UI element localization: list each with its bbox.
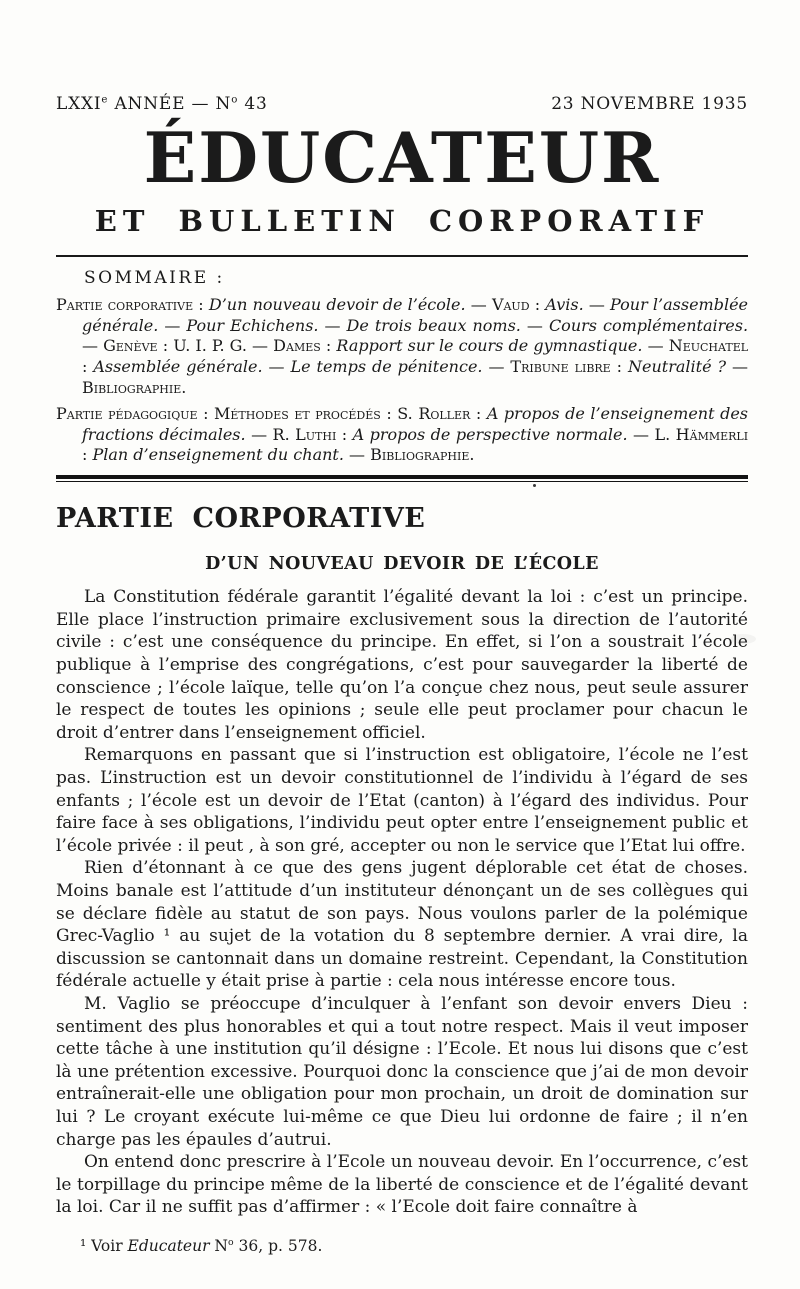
- plain-text: —: [642, 336, 669, 356]
- article: [56, 503, 748, 1255]
- plain-text: —: [726, 357, 749, 377]
- plain-text: ANNÉE — N: [108, 94, 232, 114]
- smallcaps-text: S. Roller: [397, 403, 471, 423]
- smallcaps-text: Partie pédagogique: [56, 403, 198, 423]
- plain-text: :: [470, 403, 487, 423]
- superscript-text: o: [227, 1236, 234, 1248]
- plain-text: 36, p. 578.: [233, 1236, 323, 1255]
- toc-heading: SOMMAIRE :: [84, 267, 225, 288]
- plain-text: LXXI: [56, 94, 102, 114]
- smallcaps-text: L. Hämmerli: [654, 424, 749, 444]
- plain-text: —: [583, 294, 611, 314]
- italic-text: Plan d’enseignement du chant.: [92, 445, 344, 465]
- scan-smudge: [730, 634, 756, 644]
- article-paragraph: On entend donc prescrire à l’Ecole un nouveau devoir. En l’occurrence, c’est le torpillage du principe même de la liberté de conscience et de l’égalité devant la loi. Car il ne suffit pas d’affirmer : « l’Ecole doit faire connaître à: [56, 1152, 748, 1218]
- italic-text: Cours complémentaires.: [548, 315, 749, 335]
- article-paragraph: La Constitution fédérale garantit l’égalité devant la loi : c’est un principe. Elle place l’instruction primaire exclusivement sous la direction de l’autorité civile : c’est une conséquence du principe. En effet, si l’on a soustrait l’école publique à l’emprise des congrégations, c’est pour sauvegarder la liberté de conscience ; l’école laïque, telle qu’on l’a conçue chez nous, peut seule assurer le respect de toutes les opinions ; seule elle peut proclamer pour chacun le droit d’entrer dans l’enseignement officiel.: [56, 587, 748, 743]
- issue-date: 23 NOVEMBRE 1935: [551, 94, 748, 114]
- footnote: [56, 1237, 748, 1255]
- horizontal-rule: [56, 255, 748, 257]
- smallcaps-text: Vaud: [491, 294, 530, 314]
- smallcaps-text: Bibliographie.: [82, 378, 187, 398]
- plain-text: :: [336, 424, 353, 444]
- plain-text: —: [465, 294, 492, 314]
- article-title: D’UN NOUVEAU DEVOIR DE L’ÉCOLE: [205, 554, 599, 575]
- plain-text: ¹ Voir: [80, 1236, 128, 1255]
- publication-title: ÉDUCATEUR: [143, 118, 661, 199]
- smallcaps-text: Genève: [103, 336, 158, 356]
- plain-text: —: [482, 357, 511, 377]
- italic-text: Educateur: [127, 1236, 210, 1255]
- plain-text: 43: [238, 94, 268, 114]
- plain-text: —: [343, 445, 371, 465]
- plain-text: —: [318, 315, 347, 335]
- article-paragraph: Rien d’étonnant à ce que des gens jugent déplorable cet état de choses. Moins banale est l’attitude d’un instituteur dénonçant un de ses collègues qui se déclare fidèle au statut de son pays. Nous voulons parler de la polémique Grec-Vaglio ¹ au sujet de la votation du 8 septembre dernier. A vrai dire, la discussion se cantonnait dans un domaine restreint. Cependant, la Constitution fédérale actuelle y était prise à partie : cela nous intéresse encore tous.: [56, 858, 748, 992]
- italic-text: Avis.: [545, 294, 584, 314]
- double-rule: [56, 475, 748, 482]
- toc-item-corporative: [56, 295, 748, 399]
- plain-text: N: [209, 1236, 228, 1255]
- plain-text: :: [82, 357, 94, 377]
- smallcaps-text: Dames: [273, 336, 321, 356]
- publication-subtitle: ET BULLETIN CORPORATIF: [94, 204, 710, 238]
- issue-number: [56, 94, 268, 114]
- plain-text: :: [529, 294, 546, 314]
- article-paragraph: Remarquons en passant que si l’instruction est obligatoire, l’école ne l’est pas. L’instruction est un devoir constitutionnel de l’individu à l’égard de ses enfants ; l’école est un devoir de l’Etat (canton) à l’égard des individus. Pour faire face à ses obligations, l’individu peut opter entre l’enseignement public et l’école privée : il peut , à son gré, accepter ou non le service que l’Etat lui offre.: [56, 745, 748, 856]
- smallcaps-text: Partie corporative: [56, 294, 194, 314]
- italic-text: D’un nouveau devoir de l’école.: [208, 294, 466, 314]
- italic-text: A propos de perspective normale.: [352, 424, 628, 444]
- italic-text: Le temps de pénitence.: [290, 357, 483, 377]
- superscript-text: e: [101, 94, 109, 106]
- rule-thin: [56, 481, 748, 482]
- plain-text: : U. I. P. G. —: [157, 336, 274, 356]
- smallcaps-text: R. Luthi: [272, 424, 337, 444]
- issue-line: [56, 94, 748, 114]
- rule-thick: [56, 475, 748, 479]
- plain-text: :: [82, 445, 93, 465]
- smallcaps-text: Tribune libre: [510, 357, 611, 377]
- plain-text: :: [320, 336, 337, 356]
- masthead: [56, 94, 748, 238]
- italic-text: Pour Echichens.: [186, 315, 319, 335]
- plain-text: —: [158, 315, 187, 335]
- smallcaps-text: Bibliographie.: [370, 445, 475, 465]
- table-of-contents: [56, 268, 748, 466]
- plain-text: —: [627, 424, 655, 444]
- italic-text: Neutralité ?: [628, 357, 727, 377]
- article-paragraph: M. Vaglio se préoccupe d’inculquer à l’enfant son devoir envers Dieu : sentiment des plus honorables et qui a tout notre respect. Mais il veut imposer cette tâche à une institution qu’il désigne : l’Ecole. Et nous lui disons que c’est là une prétention excessive. Pourquoi donc la conscience que j’ai de mon devoir entraînerait-elle une obligation pour mon prochain, un droit de domination sur lui ? Le croyant exécute lui-même ce que Dieu lui ordonne de faire ; il n’en charge pas les épaules d’autrui.: [56, 993, 748, 1150]
- smallcaps-text: Neuchatel: [668, 336, 749, 356]
- plain-text: —: [262, 357, 291, 377]
- italic-text: Rapport sur le cours de gymnastique.: [336, 336, 643, 356]
- section-heading: PARTIE CORPORATIVE: [56, 503, 426, 535]
- plain-text: :: [193, 294, 209, 314]
- plain-text: —: [520, 315, 549, 335]
- toc-item-pedagogique: [56, 404, 748, 466]
- italic-text: Assemblée générale.: [93, 357, 263, 377]
- scan-speck: [533, 484, 536, 487]
- plain-text: :: [380, 403, 398, 423]
- plain-text: :: [610, 357, 629, 377]
- italic-text: De trois beaux noms.: [346, 315, 521, 335]
- italic-text: Pour l’assemblée générale.: [82, 294, 749, 335]
- plain-text: —: [82, 336, 104, 356]
- superscript-text: o: [231, 94, 239, 106]
- smallcaps-text: Méthodes et procédés: [214, 403, 381, 423]
- plain-text: :: [197, 403, 215, 423]
- plain-text: —: [245, 424, 273, 444]
- italic-text: A propos de l’enseignement des fractions décimales.: [82, 403, 748, 444]
